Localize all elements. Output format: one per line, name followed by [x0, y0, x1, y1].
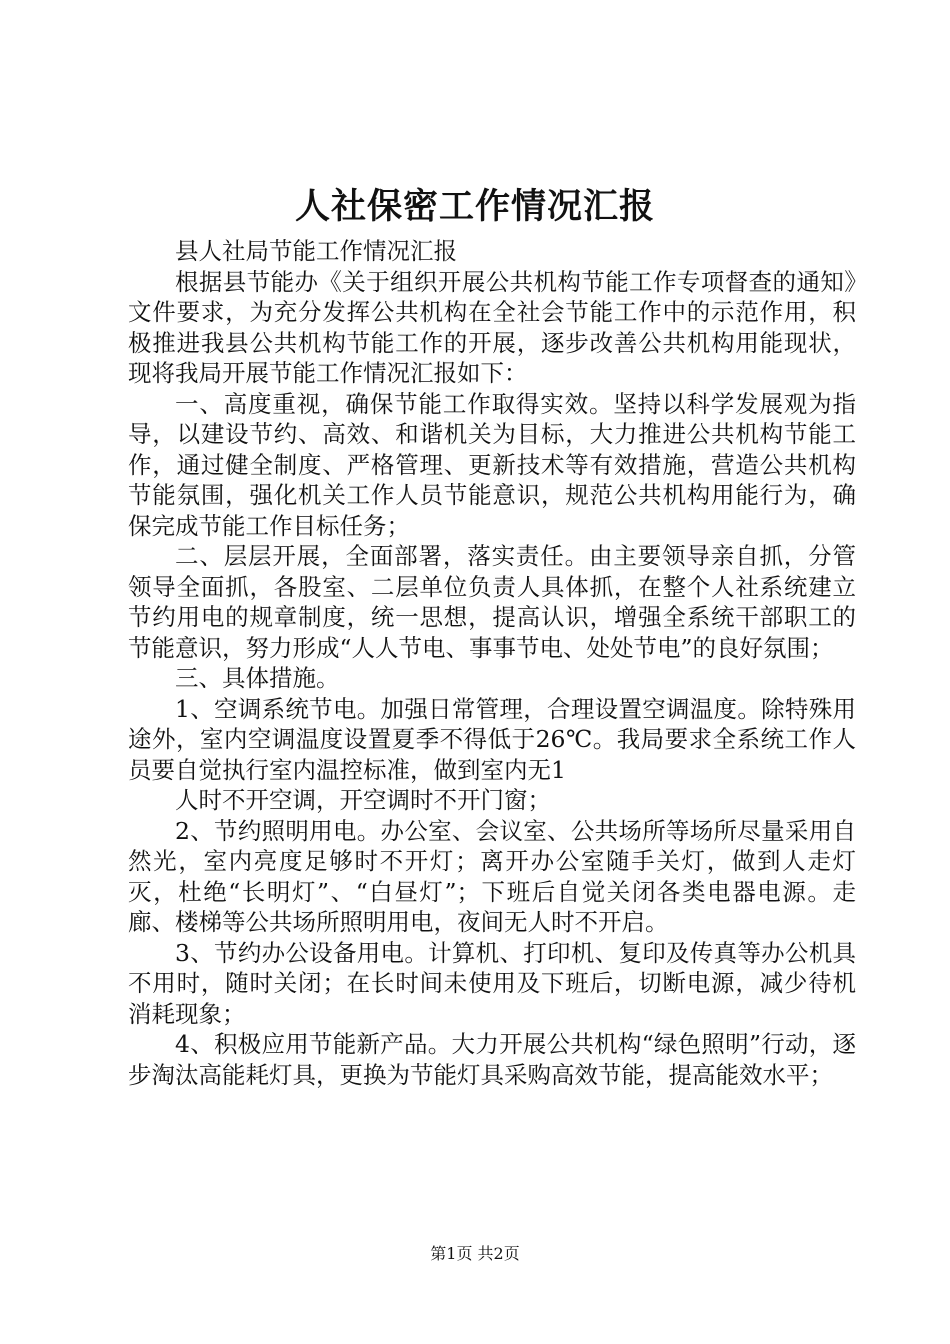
document-title: 人社保密工作情况汇报 — [294, 186, 655, 227]
paragraph-section-1: 一、高度重视，确保节能工作取得实效。坚持以科学发展观为指导，以建设节约、高效、和谐机关为目标，大力推进公共机构节能工作，通过健全制度、严格管理、更新技术等有效措施，营造公共机构节能氛围，强化机关工作人员节能意识，规范公共机构用能行为，确保完成节能工作目标任务； — [128, 389, 856, 540]
paragraph-intro: 根据县节能办《关于组织开展公共机构节能工作专项督查的通知》文件要求，为充分发挥公共机构在全社会节能工作中的示范作用，积极推进我县公共机构节能工作的开展，逐步改善公共机构用能现状，现将我局开展节能工作情况汇报如下： — [128, 267, 856, 387]
page-footer: 第1页 共2页 — [430, 1244, 520, 1263]
paragraph-measure-3: 3、节约办公设备用电。计算机、打印机、复印及传真等办公机具不用时，随时关闭；在长时间未使用及下班后，切断电源，减少待机消耗现象； — [128, 938, 856, 1028]
document-body — [128, 236, 856, 1090]
paragraph-measure-1: 1、空调系统节电。加强日常管理，合理设置空调温度。除特殊用途外，室内空调温度设置夏季不得低于26℃。我局要求全系统工作人员要自觉执行室内温控标准，做到室内无1 — [128, 694, 856, 784]
paragraph-section-2: 二、层层开展，全面部署，落实责任。由主要领导亲自抓，分管领导全面抓，各股室、二层单位负责人具体抓，在整个人社系统建立节约用电的规章制度，统一思想，提高认识，增强全系统干部职工的节能意识，努力形成“人人节电、事事节电、处处节电”的良好氛围； — [128, 542, 856, 662]
paragraph-measure-4: 4、积极应用节能新产品。大力开展公共机构“绿色照明”行动，逐步淘汰高能耗灯具，更换为节能灯具采购高效节能，提高能效水平； — [128, 1030, 856, 1089]
paragraph-measure-2: 2、节约照明用电。办公室、会议室、公共场所等场所尽量采用自然光，室内亮度足够时不开灯；离开办公室随手关灯，做到人走灯灭，杜绝“长明灯”、“白昼灯”；下班后自觉关闭各类电器电源。走廊、楼梯等公共场所照明用电，夜间无人时不开启。 — [128, 816, 856, 936]
paragraph-section-3-heading: 三、具体措施。 — [175, 664, 340, 692]
paragraph-measure-1-cont: 人时不开空调，开空调时不开门窗； — [175, 786, 551, 814]
paragraph-subtitle: 县人社局节能工作情况汇报 — [175, 237, 457, 265]
